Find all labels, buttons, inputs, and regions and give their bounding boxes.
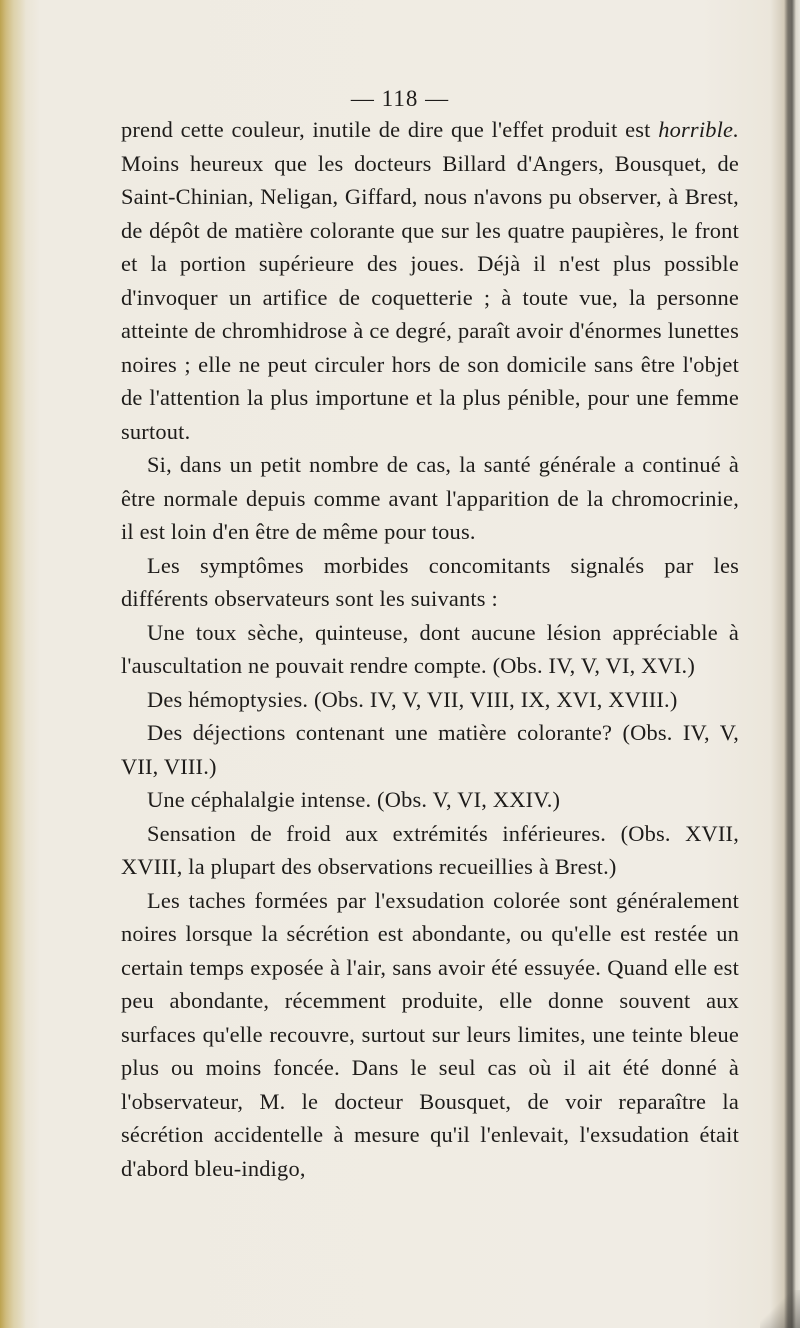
- paragraph-4: Une toux sèche, quinteuse, dont aucune lésion appréciable à l'auscultation ne pouvait rendre compte. (Obs. IV, V, VI, XVI.): [121, 619, 739, 678]
- paragraph-1-lead: prend cette couleur, inutile de dire que l'effet produit est: [121, 117, 651, 142]
- paragraph-3: Les symptômes morbides concomitants signalés par les différents observateurs sont les suivants :: [121, 552, 739, 611]
- paragraph-2: Si, dans un petit nombre de cas, la santé générale a continué à être normale depuis comme avant l'apparition de la chromocrinie, il est loin d'en être de même pour tous.: [121, 452, 739, 544]
- paragraph-1-emphasis: horrible.: [658, 117, 739, 142]
- body-text: [121, 113, 739, 1185]
- page-edge-shadow: [784, 0, 800, 1328]
- page-corner-shadow: [760, 1290, 800, 1328]
- page-number: — 118 —: [350, 86, 450, 111]
- paragraph-9: Les taches formées par l'exsudation colorée sont généralement noires lorsque la sécrétion est abondante, ou qu'elle est restée un certain temps exposée à l'air, sans avoir été essuyée. Quand elle est peu abondante, récemment produite, elle donne souvent aux surfaces qu'elle recouvre, surtout sur leurs limites, une teinte bleue plus ou moins foncée. Dans le seul cas où il ait été donné à l'observateur, M. le docteur Bousquet, de voir reparaître la sécrétion accidentelle à mesure qu'il l'enlevait, l'exsudation était d'abord bleu-indigo,: [121, 887, 739, 1181]
- paragraph-6: Des déjections contenant une matière colorante? (Obs. IV, V, VII, VIII.): [121, 720, 739, 779]
- paragraph-1-rest: Moins heureux que les docteurs Billard d'Angers, Bousquet, de Saint-Chinian, Neligan, Giffard, nous n'avons pu observer, à Brest, de dépôt de matière colorante que sur les quatre paupières, le front et la portion supérieure des joues. Déjà il n'est plus possible d'invoquer un artifice de coquetterie ; à toute vue, la personne atteinte de chromhidrose à ce degré, paraît avoir d'énormes lunettes noires ; elle ne peut circuler hors de son domicile sans être l'objet de l'attention la plus importune et la plus pénible, pour une femme surtout.: [121, 150, 739, 444]
- binding-gutter: [0, 0, 26, 1328]
- paragraph-5: Des hémoptysies. (Obs. IV, V, VII, VIII, IX, XVI, XVIII.): [147, 686, 678, 712]
- paragraph-1: [121, 113, 739, 448]
- paragraph-7: Une céphalalgie intense. (Obs. V, VI, XXIV.): [147, 787, 561, 812]
- paragraph-8: Sensation de froid aux extrémités inférieures. (Obs. XVII, XVIII, la plupart des observations recueillies à Brest.): [121, 820, 739, 879]
